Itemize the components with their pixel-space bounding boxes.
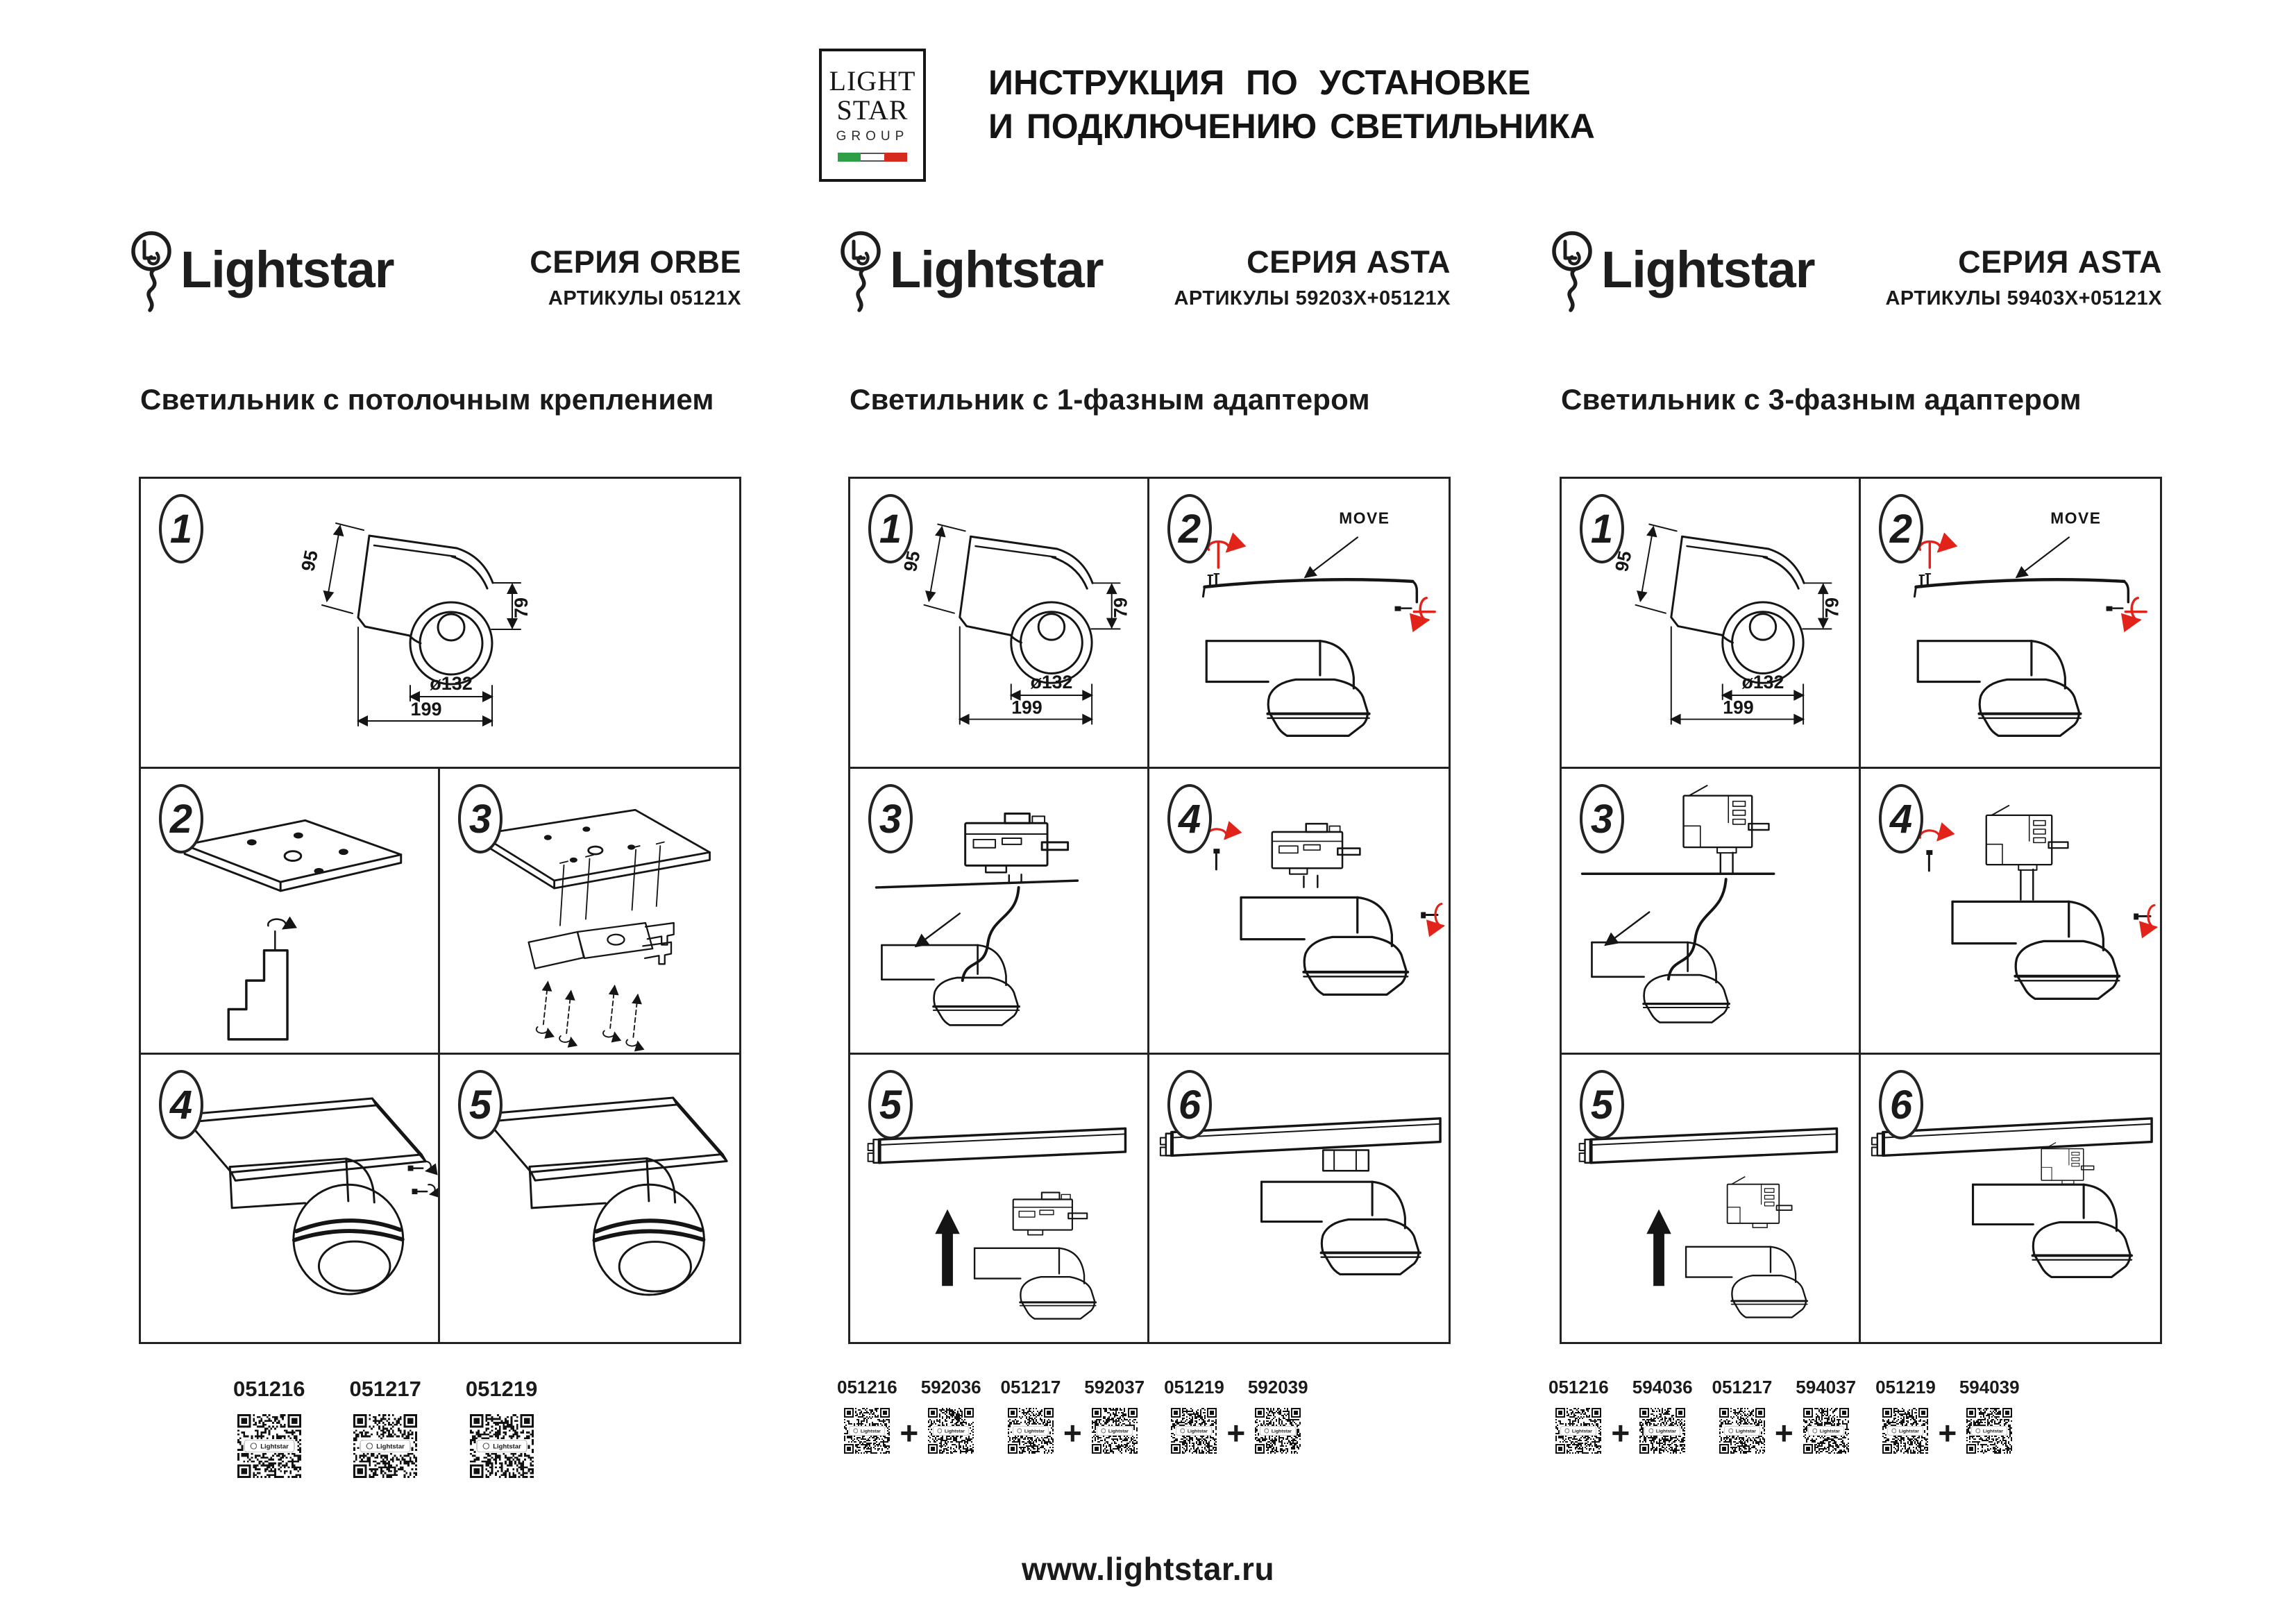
svg-text:Lightstar: Lightstar (1735, 1429, 1756, 1434)
website-url: www.lightstar.ru (1021, 1551, 1275, 1587)
qr-item (349, 1377, 421, 1478)
svg-text:Lightstar: Lightstar (945, 1429, 965, 1434)
series-articles: АРТИКУЛЫ 59403X+05121X (1885, 287, 2162, 309)
step-panel-1 (1562, 479, 1861, 769)
qr-pair (837, 1377, 981, 1454)
qr-pair (1712, 1377, 1857, 1454)
svg-text:Lightstar: Lightstar (376, 1443, 405, 1451)
column-header (1560, 228, 2162, 332)
step-number: 5 (1580, 1070, 1624, 1139)
qr-code-image (237, 1414, 301, 1478)
step-number: 4 (1167, 784, 1212, 853)
qr-item (466, 1377, 537, 1478)
step-number: 4 (1879, 784, 1923, 853)
step-panel-4 (1149, 769, 1449, 1055)
steps-grid (1560, 477, 2162, 1344)
svg-text:Lightstar: Lightstar (1819, 1429, 1840, 1434)
qr-article-label: 592036 (920, 1377, 981, 1397)
svg-text:Lightstar: Lightstar (1899, 1429, 1920, 1434)
qr-code-image (1255, 1408, 1301, 1454)
step-panel-1 (141, 479, 739, 769)
qr-code-image (1092, 1408, 1138, 1454)
qr-code-image (1639, 1408, 1685, 1454)
lightstar-bulb-icon (1550, 229, 1594, 315)
step-panel-2 (1861, 479, 2160, 769)
svg-text:Lightstar: Lightstar (1656, 1429, 1677, 1434)
qr-item (1875, 1377, 1936, 1454)
lightstar-wordmark: Lightstar (890, 241, 1104, 298)
qr-article-label: 051217 (1000, 1377, 1061, 1397)
step-number: 3 (458, 784, 503, 853)
qr-article-label: 592037 (1084, 1377, 1145, 1397)
qr-article-label: 051216 (837, 1377, 897, 1397)
qr-item (837, 1377, 897, 1454)
step-panel-1 (850, 479, 1149, 769)
qr-article-label: 051217 (1712, 1377, 1773, 1397)
step-panel-4 (1861, 769, 2160, 1055)
qr-article-label: 594036 (1632, 1377, 1693, 1397)
lightstar-wordmark: Lightstar (1601, 241, 1815, 298)
qr-code-image (1171, 1408, 1217, 1454)
column-header (848, 228, 1451, 332)
qr-item (1796, 1377, 1856, 1454)
step-panel-5 (1562, 1055, 1861, 1342)
qr-row (837, 1377, 1308, 1454)
page-title-line2: И ПОДКЛЮЧЕНИЮ СВЕТИЛЬНИКА (988, 107, 1595, 146)
step-number: 1 (868, 494, 913, 563)
step-panel-2 (141, 769, 440, 1055)
qr-code-image (353, 1414, 417, 1478)
qr-pair (1164, 1377, 1308, 1454)
lightstar-bulb-icon (838, 229, 883, 315)
plus-sign: + (1226, 1415, 1246, 1451)
step-number: 2 (1879, 494, 1923, 563)
qr-article-label: 594039 (1959, 1377, 2020, 1397)
svg-text:Lightstar: Lightstar (1188, 1429, 1208, 1434)
svg-text:Lightstar: Lightstar (861, 1429, 881, 1434)
lightstar-wordmark: Lightstar (180, 241, 394, 298)
step-number: 1 (159, 494, 203, 563)
step-number: 3 (868, 784, 913, 853)
qr-item (233, 1377, 305, 1478)
column-subtitle: Светильник с потолочным креплением (140, 383, 714, 416)
logo-word-light: LIGHT (829, 65, 916, 96)
steps-grid (848, 477, 1451, 1344)
column-header (139, 228, 741, 332)
plus-sign: + (1938, 1415, 1957, 1451)
step-number: 1 (1580, 494, 1624, 563)
qr-item (1001, 1377, 1061, 1454)
step-number: 5 (868, 1070, 913, 1139)
column-asta-3phase (1548, 0, 2162, 1623)
qr-article-label: 051219 (465, 1377, 538, 1401)
logo-word-group: GROUP (836, 129, 909, 144)
qr-code-image (1803, 1408, 1849, 1454)
plus-sign: + (1611, 1415, 1630, 1451)
series-title: СЕРИЯ ASTA (1958, 244, 2162, 280)
qr-item (1248, 1377, 1308, 1454)
qr-code-image (844, 1408, 890, 1454)
qr-item (921, 1377, 981, 1454)
qr-code-image (928, 1408, 974, 1454)
qr-code-image (1555, 1408, 1601, 1454)
svg-text:Lightstar: Lightstar (1272, 1429, 1292, 1434)
column-subtitle: Светильник с 3-фазным адаптером (1561, 383, 2082, 416)
column-asta-1phase (837, 0, 1451, 1623)
qr-code-image (1008, 1408, 1054, 1454)
svg-text:Lightstar: Lightstar (1572, 1429, 1593, 1434)
qr-item (1548, 1377, 1609, 1454)
column-orbe (139, 0, 741, 1623)
series-articles: АРТИКУЛЫ 59203X+05121X (1174, 287, 1451, 309)
svg-text:Lightstar: Lightstar (492, 1443, 521, 1451)
qr-item (1959, 1377, 2020, 1454)
step-panel-5 (850, 1055, 1149, 1342)
qr-article-label: 051216 (1548, 1377, 1609, 1397)
fixture-dimensions-drawing (238, 480, 557, 766)
step-panel-2 (1149, 479, 1449, 769)
qr-item (1632, 1377, 1693, 1454)
plus-sign: + (1063, 1415, 1082, 1451)
lightstar-bulb-icon (129, 229, 174, 315)
page-title-line1: ИНСТРУКЦИЯ ПО УСТАНОВКЕ (988, 63, 1531, 102)
qr-code-image (1966, 1408, 2012, 1454)
qr-article-label: 051217 (349, 1377, 421, 1401)
qr-pair (1875, 1377, 2020, 1454)
svg-text:Lightstar: Lightstar (1108, 1429, 1129, 1434)
qr-item (1164, 1377, 1224, 1454)
qr-article-label: 594037 (1796, 1377, 1857, 1397)
series-title: СЕРИЯ ORBE (530, 244, 741, 280)
plus-sign: + (1774, 1415, 1793, 1451)
step-panel-6 (1861, 1055, 2160, 1342)
qr-article-label: 592039 (1247, 1377, 1308, 1397)
steps-grid (139, 477, 741, 1344)
qr-item (1084, 1377, 1145, 1454)
series-articles: АРТИКУЛЫ 05121X (548, 287, 741, 309)
step-panel-6 (1149, 1055, 1449, 1342)
series-title: СЕРИЯ ASTA (1247, 244, 1451, 280)
step-panel-3 (850, 769, 1149, 1055)
svg-text:Lightstar: Lightstar (1024, 1429, 1045, 1434)
qr-code-image (470, 1414, 534, 1478)
step-number: 4 (159, 1070, 203, 1139)
qr-code-image (1882, 1408, 1928, 1454)
qr-row (1548, 1377, 2020, 1454)
qr-article-label: 051219 (1164, 1377, 1224, 1397)
qr-article-label: 051216 (233, 1377, 305, 1401)
qr-code-image (1719, 1408, 1765, 1454)
qr-row (233, 1377, 537, 1478)
step-number: 5 (458, 1070, 503, 1139)
qr-article-label: 051219 (1875, 1377, 1936, 1397)
plus-sign: + (900, 1415, 919, 1451)
qr-pair (1001, 1377, 1145, 1454)
column-subtitle: Светильник с 1-фазным адаптером (850, 383, 1370, 416)
qr-pair (1548, 1377, 1693, 1454)
step-number: 6 (1167, 1070, 1212, 1139)
step-number: 2 (1167, 494, 1212, 563)
step-number: 2 (159, 784, 203, 853)
step-number: 6 (1879, 1070, 1923, 1139)
step-panel-5 (440, 1055, 739, 1342)
qr-item (1712, 1377, 1773, 1454)
svg-text:Lightstar: Lightstar (260, 1443, 289, 1451)
step-number: 3 (1580, 784, 1624, 853)
logo-word-star: STAR (836, 94, 909, 126)
step-panel-4 (141, 1055, 440, 1342)
step-panel-3 (1562, 769, 1861, 1055)
step-panel-3 (440, 769, 739, 1055)
